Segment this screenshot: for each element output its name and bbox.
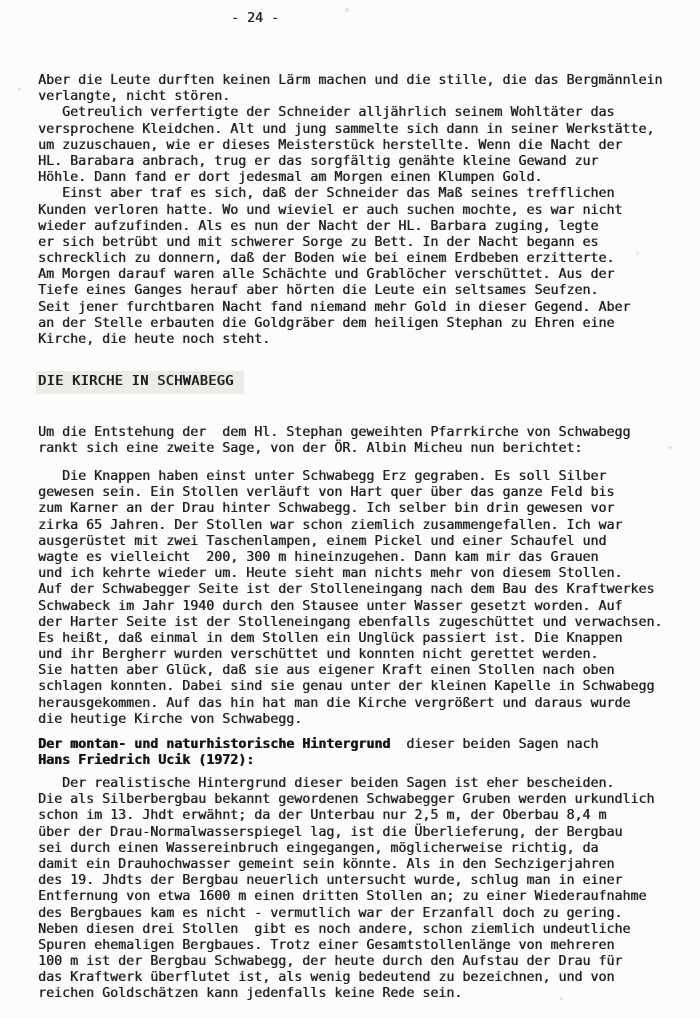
- text-line: das Kraftwerk überflutet ist, als wenig bedeutend zu bezeichnen, und von: [38, 970, 615, 986]
- text-line: Schwabeck im Jahr 1940 durch den Stausee unter Wasser gesetzt worden. Auf: [38, 598, 623, 614]
- story-text: [38, 73, 662, 348]
- text-line: gewesen sein. Ein Stollen verläuft von Hart quer über das ganze Feld bis: [38, 485, 615, 501]
- analysis-paragraph: [38, 776, 654, 1003]
- text-line: [38, 753, 598, 769]
- text-line: HL. Barabara anbrach, trug er das sorgfältig genähte kleine Gewand zur: [38, 153, 599, 169]
- text-line: über der Drau-Normalwasserspiegel lag, ist die Überlieferung, der Bergbau: [38, 824, 623, 840]
- text-line: Der realistische Hintergrund dieser beiden Sagen ist eher bescheiden.: [38, 776, 615, 791]
- scan-speck: [668, 446, 672, 449]
- text-line: DIE KIRCHE IN SCHWABEGG: [36, 371, 244, 394]
- text-line: Seit jener furchtbaren Nacht fand niemand mehr Gold in dieser Gegend. Aber: [38, 299, 631, 315]
- page-number: - 24 -: [231, 11, 280, 26]
- text-line: des 19. Jhdts der Bergbau neuerlich untersucht wurde, schlug man in einer: [38, 873, 623, 889]
- text-line: damit ein Drauhochwasser gemeint sein könnte. Als in den Sechzigerjahren: [38, 856, 615, 872]
- text-line: herausgekommen. Auf das hin hat man die Kirche vergrößert und daraus wurde: [38, 695, 631, 711]
- scan-speck: [345, 8, 349, 12]
- scan-speck: [18, 88, 21, 91]
- text-line: Auf der Schwabegger Seite ist der Stolleneingang nach dem Bau des Kraftwerkes: [38, 582, 655, 598]
- text-line: Tiefe eines Ganges herauf aber hörten die Leute ein seltsames Seufzen.: [38, 283, 599, 299]
- text-line: wieder aufzufinden. Als es nun der Nacht der HL. Barbara zuging, legte: [38, 218, 599, 234]
- text-line: reichen Goldschätzen kann jedenfalls keine Rede sein.: [38, 986, 463, 1002]
- text-line: verlangte, nicht stören.: [38, 89, 231, 105]
- text-line: der Harter Seite ist der Stolleneingang ebenfalls zugeschüttet und verwachsen.: [38, 614, 663, 630]
- text-line: Die als Silberbergbau bekannt gewordenen Schwabegger Gruben werden urkundlich: [38, 792, 655, 808]
- text-line: zum Karner an der Drau hinter Schwabegg. Ich selber bin drin gewesen vor: [38, 501, 615, 517]
- text-line: sei durch einen Wassereinbruch eingegangen, möglicherweise richtig, da: [38, 840, 599, 856]
- text-segment: dieser beiden Sagen nach: [390, 737, 599, 752]
- text-line: die heutige Kirche von Schwabegg.: [38, 711, 303, 727]
- scan-speck: [636, 252, 639, 255]
- text-line: er sich betrübt und mit schwerer Sorge zu Bett. In der Nacht begann es: [38, 234, 599, 250]
- text-line: Spuren ehemaligen Bergbaues. Trotz einer Gesamtstollenlänge von mehreren: [38, 937, 615, 953]
- bold-text-segment: Der montan- und naturhistorische Hintergrund: [38, 737, 391, 752]
- section-heading: [38, 371, 244, 394]
- subheading-bold: [38, 737, 598, 769]
- text-line: Aber die Leute durften keinen Lärm machen und die stille, die das Bergmännlein: [38, 73, 663, 88]
- text-line: Neben diesen drei Stollen gibt es noch andere, schon ziemlich undeutliche: [38, 921, 631, 937]
- text-line: Am Morgen darauf waren alle Schächte und Grablöcher verschüttet. Aus der: [38, 267, 615, 283]
- intro-paragraph: [38, 425, 630, 457]
- text-line: um zuzuschauen, wie er dieses Meisterstück herstellte. Wenn die Nacht der: [38, 137, 623, 153]
- text-line: Getreulich verfertigte der Schneider alljährlich seinem Wohltäter das: [38, 105, 615, 121]
- scan-speck: [560, 997, 563, 1000]
- text-line: und ihr Bergherr wurden verschüttet und konnten nicht gerettet werden.: [38, 647, 599, 663]
- quote-paragraph: [38, 469, 662, 728]
- text-line: Höhle. Dann fand er dort jedesmal am Morgen einen Klumpen Gold.: [38, 170, 543, 186]
- text-line: Kunden verloren hatte. Wo und wieviel er auch suchen mochte, es war nicht: [38, 202, 623, 218]
- text-line: Einst aber traf es sich, daß der Schneider das Maß seines trefflichen: [38, 186, 615, 202]
- text-line: [38, 737, 598, 753]
- text-line: ausgerüstet mit zwei Taschenlampen, einem Pickel und einer Schaufel und: [38, 533, 607, 549]
- text-line: Es heißt, daß einmal in dem Stollen ein Unglück passiert ist. Die Knappen: [38, 630, 623, 646]
- text-line: zirka 65 Jahren. Der Stollen war schon ziemlich zusammengefallen. Ich war: [38, 517, 623, 533]
- bold-text-segment: Hans Friedrich Ucik (1972):: [38, 753, 255, 769]
- text-line: schon im 13. Jhdt erwähnt; da der Unterbau nur 2,5 m, der Oberbau 8,4 m: [38, 808, 607, 824]
- text-line: Entfernung von etwa 1600 m einen dritten Stollen an; zu einer Wiederaufnahme: [38, 889, 647, 905]
- text-line: und ich kehrte wieder um. Heute sieht man nichts mehr von diesem Stollen.: [38, 566, 623, 582]
- text-line: des Bergbaues kam es nicht - vermutlich war der Erzanfall doch zu gering.: [38, 905, 623, 921]
- text-line: 100 m ist der Bergbau Schwabegg, der heute durch den Aufstau der Drau für: [38, 954, 623, 970]
- text-line: an der Stelle erbauten die Goldgräber dem heiligen Stephan zu Ehren eine: [38, 315, 615, 331]
- text-line: schlagen konnten. Dabei sind sie genau unter der kleinen Kapelle in Schwabegg: [38, 679, 655, 695]
- text-line: schrecklich zu donnern, daß der Boden wie bei einem Erdbeben erzitterte.: [38, 251, 615, 267]
- text-line: Sie hatten aber Glück, daß sie aus eigener Kraft einen Stollen nach oben: [38, 663, 615, 679]
- text-line: wagte es vielleicht 200, 300 m hineinzugehen. Dann kam mir das Grauen: [38, 549, 599, 565]
- text-line: Um die Entstehung der dem Hl. Stephan geweihten Pfarrkirche von Schwabegg: [38, 425, 631, 440]
- text-line: versprochene Kleidchen. Alt und jung sammelte sich dann in seiner Werkstätte,: [38, 121, 655, 137]
- text-line: rankt sich eine zweite Sage, von der ÖR. Albin Micheu nun berichtet:: [38, 441, 583, 457]
- text-line: Die Knappen haben einst unter Schwabegg Erz gegraben. Es soll Silber: [38, 469, 607, 484]
- text-line: Kirche, die heute noch steht.: [38, 332, 271, 347]
